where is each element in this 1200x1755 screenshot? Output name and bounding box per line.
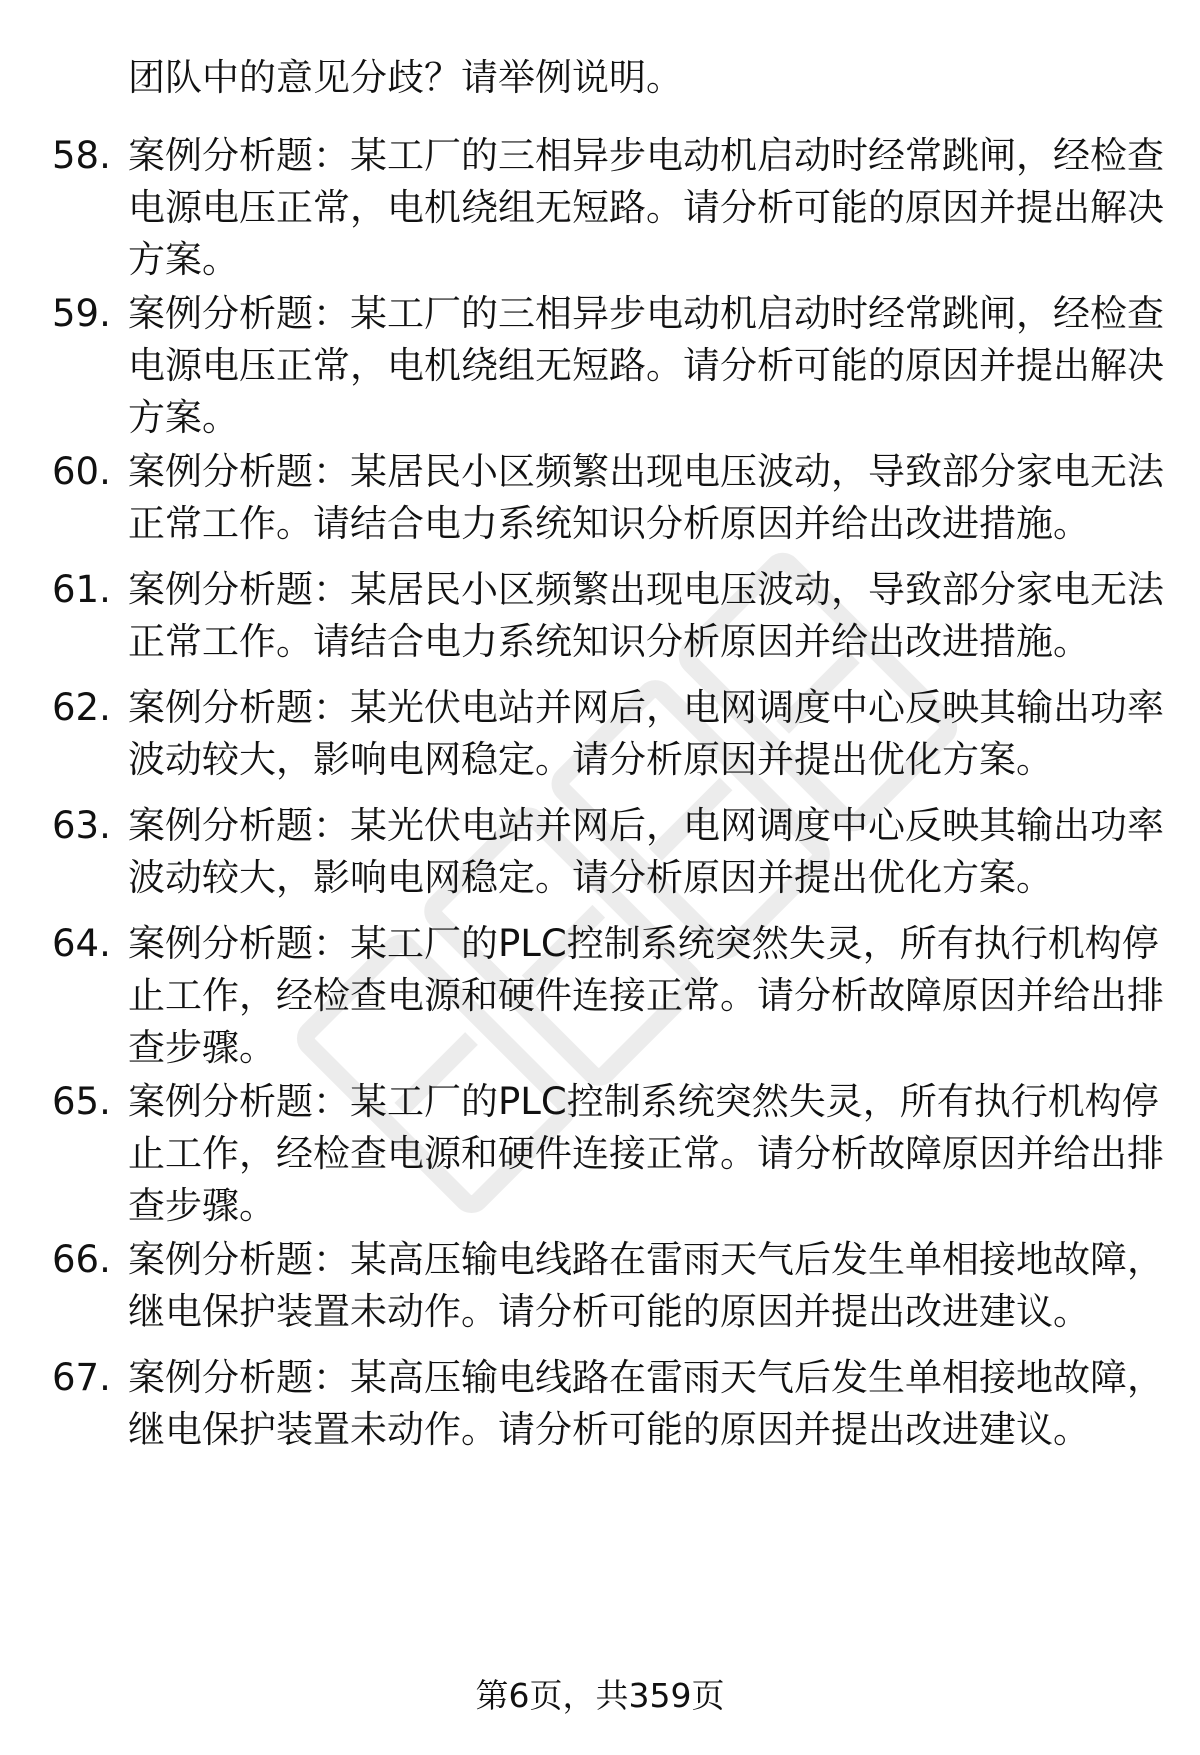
question-item <box>52 1352 1164 1456</box>
question-number: 62. <box>52 686 111 729</box>
question-item <box>52 130 1164 286</box>
question-text: 案例分析题：某工厂的PLC控制系统突然失灵，所有执行机构停止工作，经检查电源和硬件连接正常。请分析故障原因并给出排查步骤。 <box>128 1080 1164 1227</box>
page-footer: 第6页，共359页 <box>475 1676 725 1715</box>
question-number: 59. <box>52 292 111 335</box>
question-text: 案例分析题：某高压输电线路在雷雨天气后发生单相接地故障，继电保护装置未动作。请分析可能的原因并提出改进建议。 <box>128 1356 1164 1451</box>
question-text: 案例分析题：某高压输电线路在雷雨天气后发生单相接地故障，继电保护装置未动作。请分析可能的原因并提出改进建议。 <box>128 1238 1164 1333</box>
question-number: 65. <box>52 1080 111 1123</box>
question-item <box>52 1076 1164 1232</box>
question-number: 64. <box>52 922 111 965</box>
question-text: 案例分析题：某光伏电站并网后，电网调度中心反映其输出功率波动较大，影响电网稳定。请分析原因并提出优化方案。 <box>128 804 1164 899</box>
question-item <box>52 1234 1164 1338</box>
question-number: 61. <box>52 568 111 611</box>
question-number: 60. <box>52 450 111 493</box>
question-text: 案例分析题：某工厂的三相异步电动机启动时经常跳闸，经检查电源电压正常，电机绕组无短路。请分析可能的原因并提出解决方案。 <box>128 292 1164 439</box>
question-number: 63. <box>52 804 111 847</box>
question-number: 58. <box>52 134 111 177</box>
question-item <box>52 918 1164 1074</box>
question-text: 案例分析题：某居民小区频繁出现电压波动，导致部分家电无法正常工作。请结合电力系统知识分析原因并给出改进措施。 <box>128 568 1164 663</box>
question-text: 案例分析题：某工厂的三相异步电动机启动时经常跳闸，经检查电源电压正常，电机绕组无短路。请分析可能的原因并提出解决方案。 <box>128 134 1164 281</box>
question-item <box>52 288 1164 444</box>
question-item <box>52 446 1164 550</box>
question-item <box>52 800 1164 904</box>
continuation-text: 团队中的意见分歧？请举例说明。 <box>128 56 683 99</box>
question-number: 66. <box>52 1238 111 1281</box>
question-number: 67. <box>52 1356 111 1399</box>
question-item <box>52 564 1164 668</box>
question-item <box>52 682 1164 786</box>
question-text: 案例分析题：某工厂的PLC控制系统突然失灵，所有执行机构停止工作，经检查电源和硬件连接正常。请分析故障原因并给出排查步骤。 <box>128 922 1164 1069</box>
question-text: 案例分析题：某光伏电站并网后，电网调度中心反映其输出功率波动较大，影响电网稳定。请分析原因并提出优化方案。 <box>128 686 1164 781</box>
question-text: 案例分析题：某居民小区频繁出现电压波动，导致部分家电无法正常工作。请结合电力系统知识分析原因并给出改进措施。 <box>128 450 1164 545</box>
